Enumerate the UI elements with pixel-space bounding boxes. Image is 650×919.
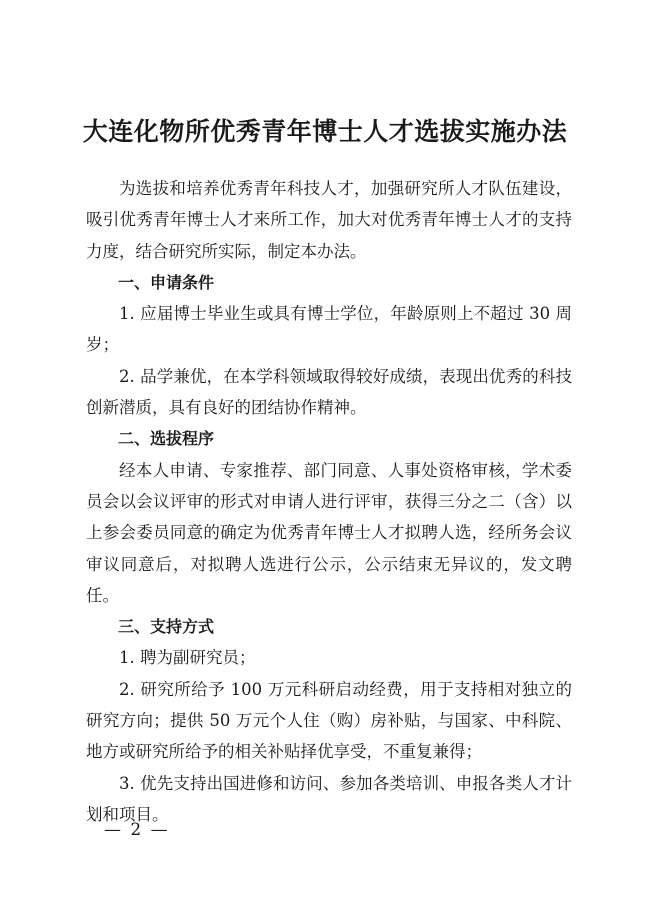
procedure-paragraph: 经本人申请、专家推荐、部门同意、人事处资格审核，学术委员会以会议评审的形式对申请人进行评审，获得三分之二（含）以上参会委员同意的确定为优秀青年博士人才拟聘人选，经所务会议审议同意后，对拟聘人选进行公示，公示结束无异议的，发文聘任。: [86, 460, 572, 605]
condition-item-2: 2. 品学兼优，在本学科领域取得较好成绩，表现出优秀的科技创新潜质，具有良好的团结协作精神。: [86, 366, 572, 418]
support-item-3: 3. 优先支持出国进修和访问、参加各类培训、申报各类人才计划和项目。: [86, 773, 572, 824]
section-heading-support: 三、支持方式: [118, 617, 215, 637]
support-item-1: 1. 聘为副研究员；: [119, 648, 256, 668]
condition-item-1: 1. 应届博士毕业生或具有博士学位，年龄原则上不超过 30 周岁；: [86, 304, 572, 355]
document-body: [86, 173, 572, 830]
intro-paragraph: 为选拔和培养优秀青年科技人才，加强研究所人才队伍建设，吸引优秀青年博士人才来所工作，加大对优秀青年博士人才的支持力度，结合研究所实际，制定本办法。: [86, 179, 572, 261]
document-title: 大连化物所优秀青年博士人才选拔实施办法: [82, 117, 568, 146]
section-heading-procedure: 二、选拔程序: [118, 429, 215, 449]
support-item-2: 2. 研究所给予 100 万元科研启动经费，用于支持相对独立的研究方向；提供 50 万元个人住（购）房补贴，与国家、中科院、地方或研究所给予的相关补贴择优享受，不重复兼得；: [86, 679, 572, 762]
page-number: — 2 —: [104, 820, 170, 840]
section-heading-conditions: 一、申请条件: [118, 272, 215, 292]
